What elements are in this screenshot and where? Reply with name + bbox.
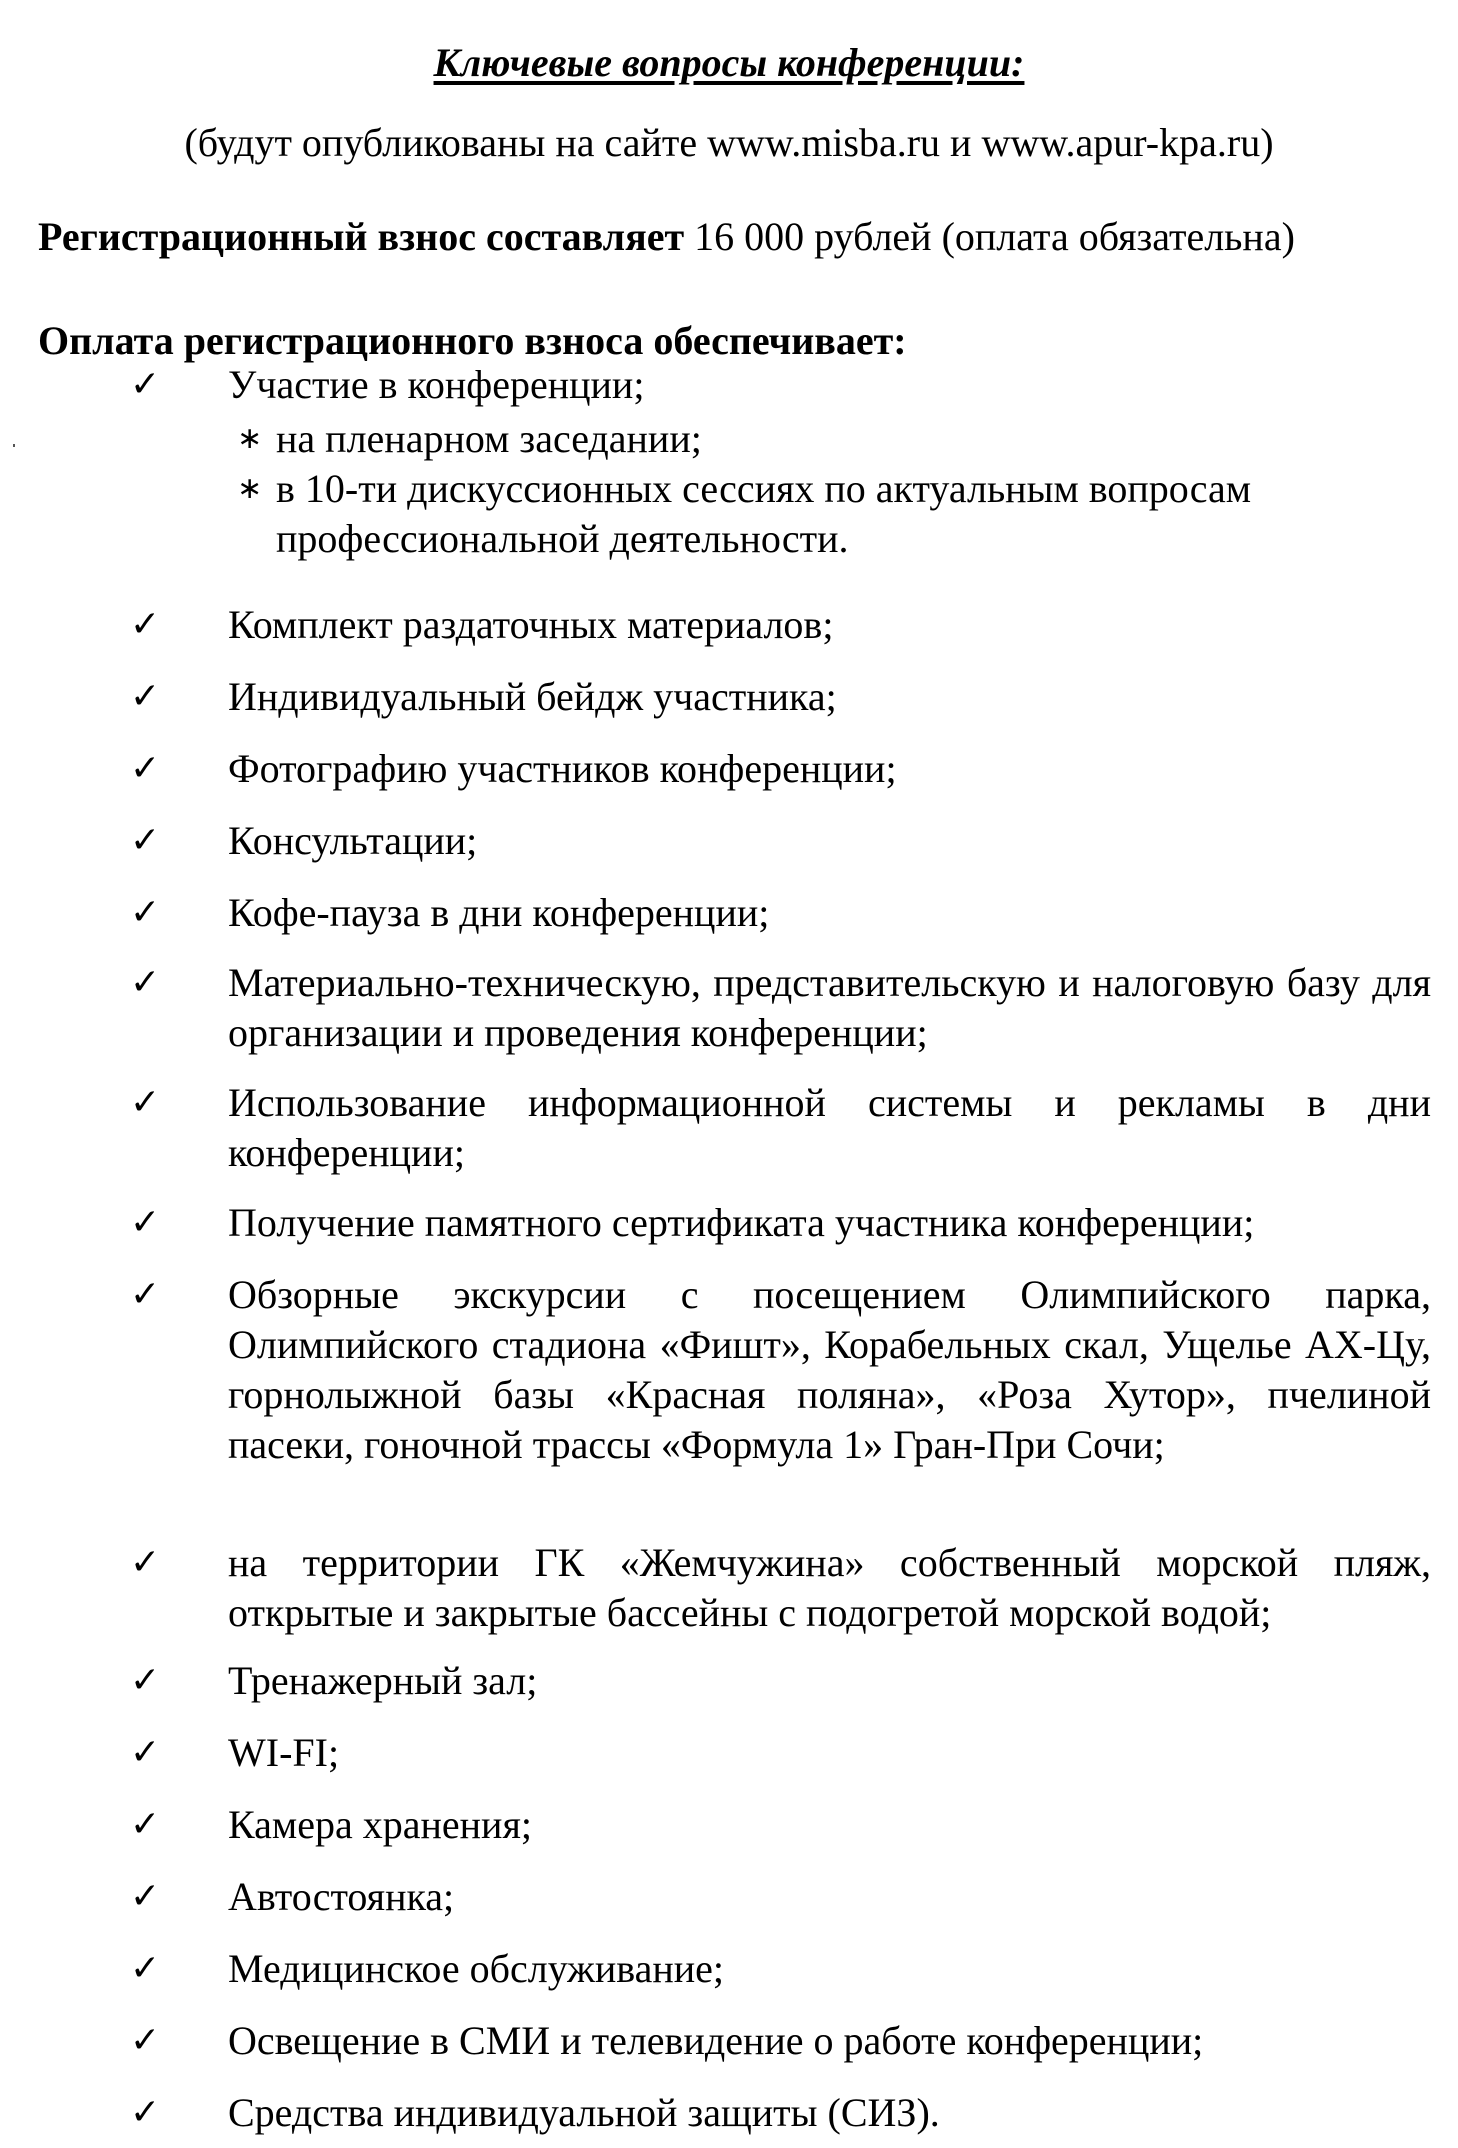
list-item-text: Кофе-пауза в дни конференции; (228, 890, 770, 935)
page-title: Ключевые вопросы конференции: (433, 40, 1025, 85)
registration-fee-amount: 16 000 рублей (оплата обязательна) (684, 214, 1295, 259)
checkmark-icon: ✓ (130, 1876, 161, 1917)
list-item-text: Автостоянка; (228, 1874, 455, 1919)
checkmark-icon: ✓ (130, 1542, 161, 1583)
checkmark-icon: ✓ (130, 2092, 161, 2133)
checkmark-icon: ✓ (130, 962, 161, 1003)
list-item-text: Фотографию участников конференции; (228, 746, 897, 791)
scan-speck (13, 444, 15, 447)
list-item-text: Комплект раздаточных материалов; (228, 602, 834, 647)
list-item-text: Тренажерный зал; (228, 1658, 538, 1703)
list-item-text: Освещение в СМИ и телевидение о работе конференции; (228, 2018, 1204, 2063)
list-item-text: Использование информационной системы и рекламы в дни конференции; (228, 1080, 1431, 1175)
registration-fee-line (38, 212, 1295, 262)
list-item-text: Индивидуальный бейдж участника; (228, 674, 837, 719)
checkmark-icon: ✓ (130, 1732, 161, 1773)
checkmark-icon: ✓ (130, 364, 161, 405)
checkmark-icon: ✓ (130, 892, 161, 933)
checkmark-icon: ✓ (130, 604, 161, 645)
asterisk-icon: ∗ (237, 471, 263, 506)
registration-fee-label: Регистрационный взнос составляет (38, 214, 685, 259)
list-item-text: Материально-техническую, представительскую и налоговую базу для организации и проведения конференции; (228, 960, 1431, 1055)
asterisk-icon: ∗ (237, 421, 263, 456)
list-item-text: Получение памятного сертификата участника конференции; (228, 1200, 1255, 1245)
list-item-text: Медицинское обслуживание; (228, 1946, 725, 1991)
provides-heading: Оплата регистрационного взноса обеспечивает: (38, 318, 907, 363)
checkmark-icon: ✓ (130, 676, 161, 717)
list-item-text: Камера хранения; (228, 1802, 532, 1847)
checkmark-icon: ✓ (130, 1804, 161, 1845)
checkmark-icon: ✓ (130, 2020, 161, 2061)
list-item-text: Средства индивидуальной защиты (СИЗ). (228, 2090, 940, 2135)
checkmark-icon: ✓ (130, 1948, 161, 1989)
checkmark-icon: ✓ (130, 1274, 161, 1315)
checkmark-icon: ✓ (130, 1202, 161, 1243)
checkmark-icon: ✓ (130, 820, 161, 861)
list-item-text: Участие в конференции; (228, 362, 645, 407)
sub-list-item-text: в 10-ти дискуссионных сессиях по актуальным вопросам профессиональной деятельности. (276, 466, 1252, 561)
checkmark-icon: ✓ (130, 1660, 161, 1701)
checkmark-icon: ✓ (130, 748, 161, 789)
list-item-text: Обзорные экскурсии с посещением Олимпийского парка, Олимпийского стадиона «Фишт», Корабельных скал, Ущелье АХ-Цу, горнолыжной базы «Красная поляна», «Роза Хутор», пчелиной пасеки, гоночной трассы «Формула 1» Гран-При Сочи; (228, 1272, 1431, 1467)
list-item-text: на территории ГК «Жемчужина» собственный морской пляж, открытые и закрытые бассейны с подогретой морской водой; (228, 1540, 1431, 1635)
page-subtitle: (будут опубликованы на сайте www.misba.ru и www.apur-kpa.ru) (184, 120, 1274, 165)
list-item-text: WI-FI; (228, 1730, 340, 1775)
sub-list-item-text: на пленарном заседании; (276, 416, 702, 461)
checkmark-icon: ✓ (130, 1082, 161, 1123)
list-item-text: Консультации; (228, 818, 478, 863)
